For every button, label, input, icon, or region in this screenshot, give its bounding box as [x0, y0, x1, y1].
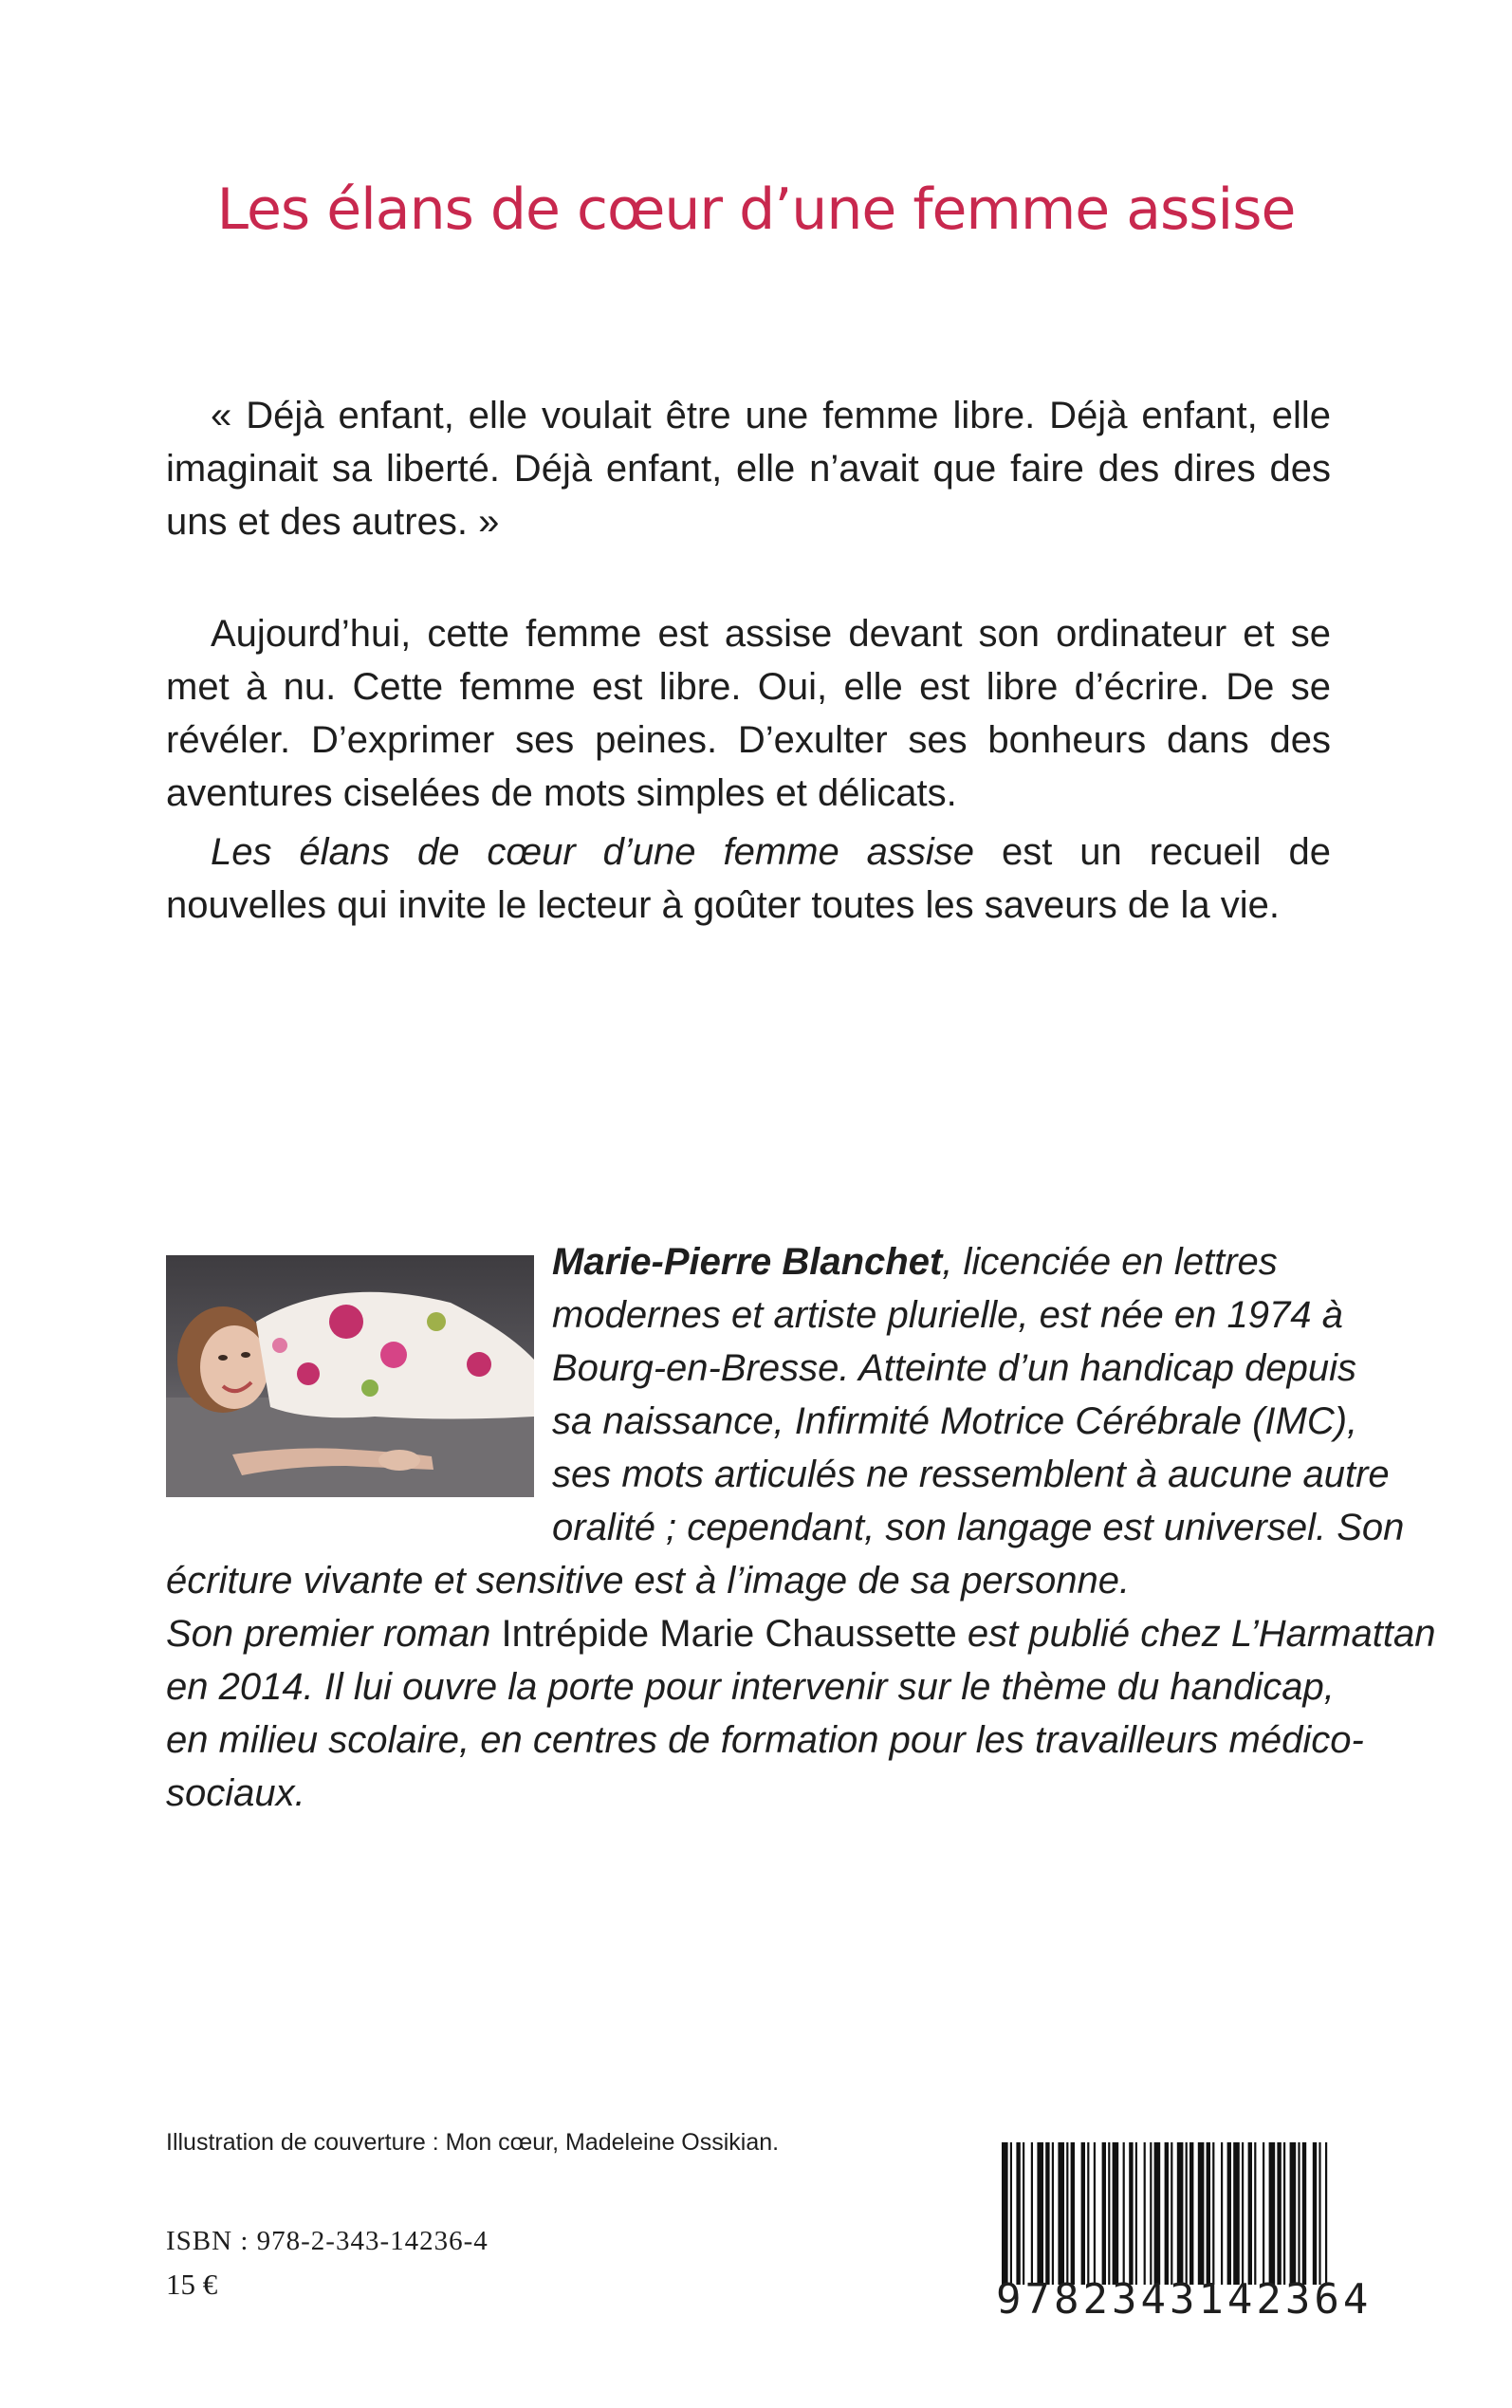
barcode-bar	[1094, 2142, 1096, 2285]
barcode-bar	[1198, 2142, 1205, 2285]
bio-line-5: ses mots articulés ne ressemblent à aucune autre	[552, 1454, 1390, 1495]
barcode-bar	[1254, 2142, 1256, 2285]
barcode-bar	[1298, 2142, 1300, 2285]
barcode-bar	[1108, 2142, 1110, 2285]
barcode-bar	[1016, 2142, 1020, 2285]
isbn: ISBN : 978-2-343-14236-4	[166, 2226, 489, 2256]
barcode-bar	[1071, 2142, 1075, 2285]
barcode-bar	[1325, 2142, 1327, 2285]
barcode-bar	[1102, 2142, 1106, 2285]
bio-line-text: , licenciée en lettres	[942, 1241, 1278, 1283]
barcode-bar	[1318, 2142, 1320, 2285]
bio-line-3: Bourg-en-Bresse. Atteinte d’un handicap depuis	[552, 1347, 1356, 1389]
barcode-bar	[1123, 2142, 1125, 2285]
blurb-quote: « Déjà enfant, elle voulait être une femme libre. Déjà enfant, elle imaginait sa liberté. Déjà enfant, elle n’avait que faire des dires des uns et des autres. »	[166, 395, 1331, 543]
barcode-bar	[1081, 2142, 1085, 2285]
barcode-bar	[1177, 2142, 1184, 2285]
barcode-bar	[1087, 2142, 1089, 2285]
barcode-bar	[1066, 2142, 1068, 2285]
barcode-bar	[1002, 2142, 1008, 2285]
bio-line-4: sa naissance, Infirmité Motrice Cérébrale (IMC),	[552, 1400, 1358, 1442]
barcode-bar	[1023, 2142, 1024, 2285]
bio-line-7: écriture vivante et sensitive est à l’image de sa personne.	[166, 1560, 1131, 1602]
barcode-digits: 9782343142364	[996, 2275, 1373, 2324]
barcode-bar	[1113, 2142, 1119, 2285]
barcode-bar	[1189, 2142, 1193, 2285]
bio-line-11: sociaux.	[166, 1772, 305, 1814]
barcode-bar	[1037, 2142, 1043, 2285]
novel-after: est publié chez L’Harmattan	[956, 1613, 1436, 1655]
bio-line-6: oralité ; cependant, son langage est universel. Son	[552, 1507, 1405, 1548]
barcode-bar	[1045, 2142, 1049, 2285]
bio-line-2: modernes et artiste plurielle, est née en 1974 à	[552, 1294, 1343, 1336]
novel-intro: Son premier roman	[166, 1613, 502, 1655]
barcode-bar	[1171, 2142, 1172, 2285]
barcode-bar	[1242, 2142, 1244, 2285]
barcode-bar	[1154, 2142, 1161, 2285]
barcode-bar	[1144, 2142, 1146, 2285]
barcode-bar	[1277, 2142, 1281, 2285]
barcode-bar	[1290, 2142, 1297, 2285]
barcode-bar	[1058, 2142, 1064, 2285]
cover-illustration-credit: Illustration de couverture : Mon cœur, Madeleine Ossikian.	[166, 2129, 780, 2156]
barcode-bar	[1221, 2142, 1223, 2285]
barcode-bar	[1227, 2142, 1231, 2285]
book-title-italic: Les élans de cœur d’une femme assise	[211, 831, 975, 873]
barcode-bar	[1283, 2142, 1285, 2285]
barcode-bar	[1313, 2142, 1317, 2285]
barcode-bar	[1263, 2142, 1264, 2285]
barcode-bar	[1186, 2142, 1188, 2285]
blurb-paragraph: Aujourd’hui, cette femme est assise devant son ordinateur et se met à nu. Cette femme est libre. Oui, elle est libre d’écrire. De se révéler. D’exprimer ses peines. D’exulter ses bonheurs dans des aventures ciselées de mots simples et délicats.	[166, 613, 1331, 814]
barcode-bar	[1207, 2142, 1210, 2285]
barcode-bar	[1010, 2142, 1012, 2285]
bio-line-9: en 2014. Il lui ouvre la porte pour intervenir sur le thème du handicap,	[166, 1666, 1335, 1708]
blurb-closing-text: est un recueil de nouvelles qui invite le lecteur à goûter toutes les saveurs de la vie.	[166, 831, 1331, 926]
barcode-bar	[1302, 2142, 1306, 2285]
barcode-bar	[1150, 2142, 1152, 2285]
book-title: Les élans de cœur d’une femme assise	[216, 176, 1296, 243]
barcode-bar	[1129, 2142, 1133, 2285]
bio-line-10: en milieu scolaire, en centres de formation pour les travailleurs médico-	[166, 1719, 1364, 1761]
bio-line-8	[166, 1607, 1435, 1660]
author-name: Marie-Pierre Blanchet	[552, 1241, 943, 1283]
barcode-bar	[1135, 2142, 1137, 2285]
barcode-bar	[1248, 2142, 1252, 2285]
barcode-bar	[1212, 2142, 1214, 2285]
barcode-bar	[1031, 2142, 1033, 2285]
barcode-bar	[1269, 2142, 1276, 2285]
bio-line-1	[552, 1235, 1278, 1288]
price: 15 €	[166, 2268, 218, 2301]
barcode-bar	[1233, 2142, 1240, 2285]
novel-title: Intrépide Marie Chaussette	[501, 1613, 957, 1655]
barcode-bar	[1165, 2142, 1169, 2285]
barcode-bar	[1052, 2142, 1054, 2285]
